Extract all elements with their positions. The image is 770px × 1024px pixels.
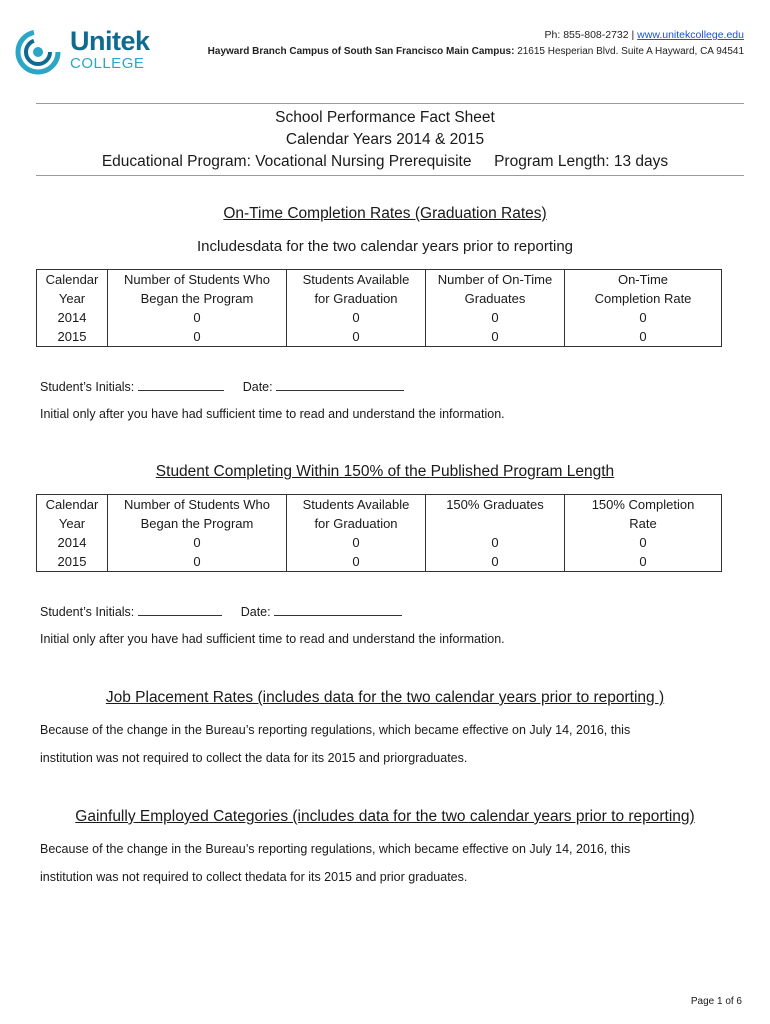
phone-number: Ph: 855-808-2732 | (544, 29, 635, 41)
table-cell: 0 (108, 533, 287, 552)
logo-subtitle: COLLEGE (70, 55, 145, 72)
table-cell: 2014 (37, 533, 108, 552)
table-cell: 0 (108, 308, 287, 327)
table-cell: 0 (426, 308, 565, 327)
header-cell: Number of On-Time Graduates (426, 270, 565, 309)
table-cell: 0 (565, 308, 722, 327)
completion-150-table (36, 494, 722, 572)
table-cell: 2015 (37, 552, 108, 572)
paragraph-line: institution was not required to collect thedata for its 2015 and prior graduates. (40, 870, 468, 884)
initials-field[interactable] (138, 378, 224, 391)
header-cell: On-Time Completion Rate (565, 270, 722, 309)
completion-150-heading: Student Completing Within 150% of the Published Program Length (155, 463, 615, 480)
unitek-logo (14, 26, 164, 76)
initials-label: Student’s Initials: (40, 380, 135, 394)
table-row (37, 552, 722, 572)
campus-address (208, 46, 744, 57)
on-time-heading: On-Time Completion Rates (Graduation Rates) (223, 205, 547, 222)
header-cell: Calendar Year (37, 270, 108, 309)
header-cell: Number of Students Who Began the Program (108, 270, 287, 309)
job-placement-text (40, 716, 730, 772)
table-row (37, 308, 722, 327)
table-cell: 0 (426, 533, 565, 552)
header-cell: Students Available for Graduation (287, 495, 426, 534)
paragraph-line: Because of the change in the Bureau’s reporting regulations, which became effective on July 14, 2016, this (40, 723, 631, 737)
table-cell: 0 (287, 308, 426, 327)
table-cell: 0 (287, 533, 426, 552)
date-field[interactable] (274, 603, 402, 616)
contact-line (545, 29, 744, 41)
date-label: Date: (240, 605, 271, 619)
table-header-row (37, 270, 722, 309)
date-label: Date: (242, 380, 273, 394)
table-cell: 0 (565, 327, 722, 347)
table-cell: 0 (565, 552, 722, 572)
initials-note: Initial only after you have had sufficient time to read and understand the information. (40, 632, 505, 646)
fact-sheet-title: School Performance Fact Sheet (275, 109, 495, 126)
initials-line (40, 603, 402, 619)
table-cell: 0 (426, 327, 565, 347)
campus-street: 21615 Hesperian Blvd. Suite A Hayward, CA 94541 (517, 46, 744, 57)
header-cell: 150% Graduates (426, 495, 565, 534)
initials-note: Initial only after you have had sufficient time to read and understand the information. (40, 407, 505, 421)
date-field[interactable] (276, 378, 404, 391)
table-cell: 0 (565, 533, 722, 552)
logo-swirl-icon (14, 28, 62, 76)
on-time-subheading: Includesdata for the two calendar years prior to reporting (196, 238, 574, 255)
table-cell: 0 (287, 552, 426, 572)
header-divider (36, 103, 744, 104)
campus-name: Hayward Branch Campus of South San Francisco Main Campus: (207, 46, 515, 57)
program-length: Program Length: 13 days (494, 153, 669, 170)
header-cell: Calendar Year (37, 495, 108, 534)
table-cell: 0 (287, 327, 426, 347)
initials-line (40, 378, 404, 394)
initials-field[interactable] (138, 603, 222, 616)
gainful-text (40, 835, 730, 891)
table-row (37, 327, 722, 347)
paragraph-line: institution was not required to collect the data for its 2015 and priorgraduates. (40, 751, 468, 765)
paragraph-line: Because of the change in the Bureau’s reporting regulations, which became effective on July 14, 2016, this (40, 842, 631, 856)
table-cell: 0 (108, 327, 287, 347)
table-cell: 2014 (37, 308, 108, 327)
table-cell: 0 (426, 552, 565, 572)
program-line (0, 153, 770, 171)
table-header-row (37, 495, 722, 534)
program-name: Educational Program: Vocational Nursing Prerequisite (101, 153, 472, 170)
title-divider (36, 175, 744, 176)
table-cell: 2015 (37, 327, 108, 347)
job-placement-heading: Job Placement Rates (includes data for the two calendar years prior to reporting ) (105, 689, 665, 706)
header-cell: Students Available for Graduation (287, 270, 426, 309)
header-cell: Number of Students Who Began the Program (108, 495, 287, 534)
table-cell: 0 (108, 552, 287, 572)
page-number: Page 1 of 6 (690, 996, 742, 1007)
header-cell: 150% Completion Rate (565, 495, 722, 534)
logo-name: Unitek (70, 26, 150, 56)
calendar-years: Calendar Years 2014 & 2015 (285, 131, 485, 148)
gainful-heading: Gainfully Employed Categories (includes data for the two calendar years prior to reporting) (75, 808, 695, 825)
website-link[interactable]: www.unitekcollege.edu (637, 29, 744, 41)
table-row (37, 533, 722, 552)
on-time-table (36, 269, 722, 347)
initials-label: Student’s Initials: (40, 605, 135, 619)
